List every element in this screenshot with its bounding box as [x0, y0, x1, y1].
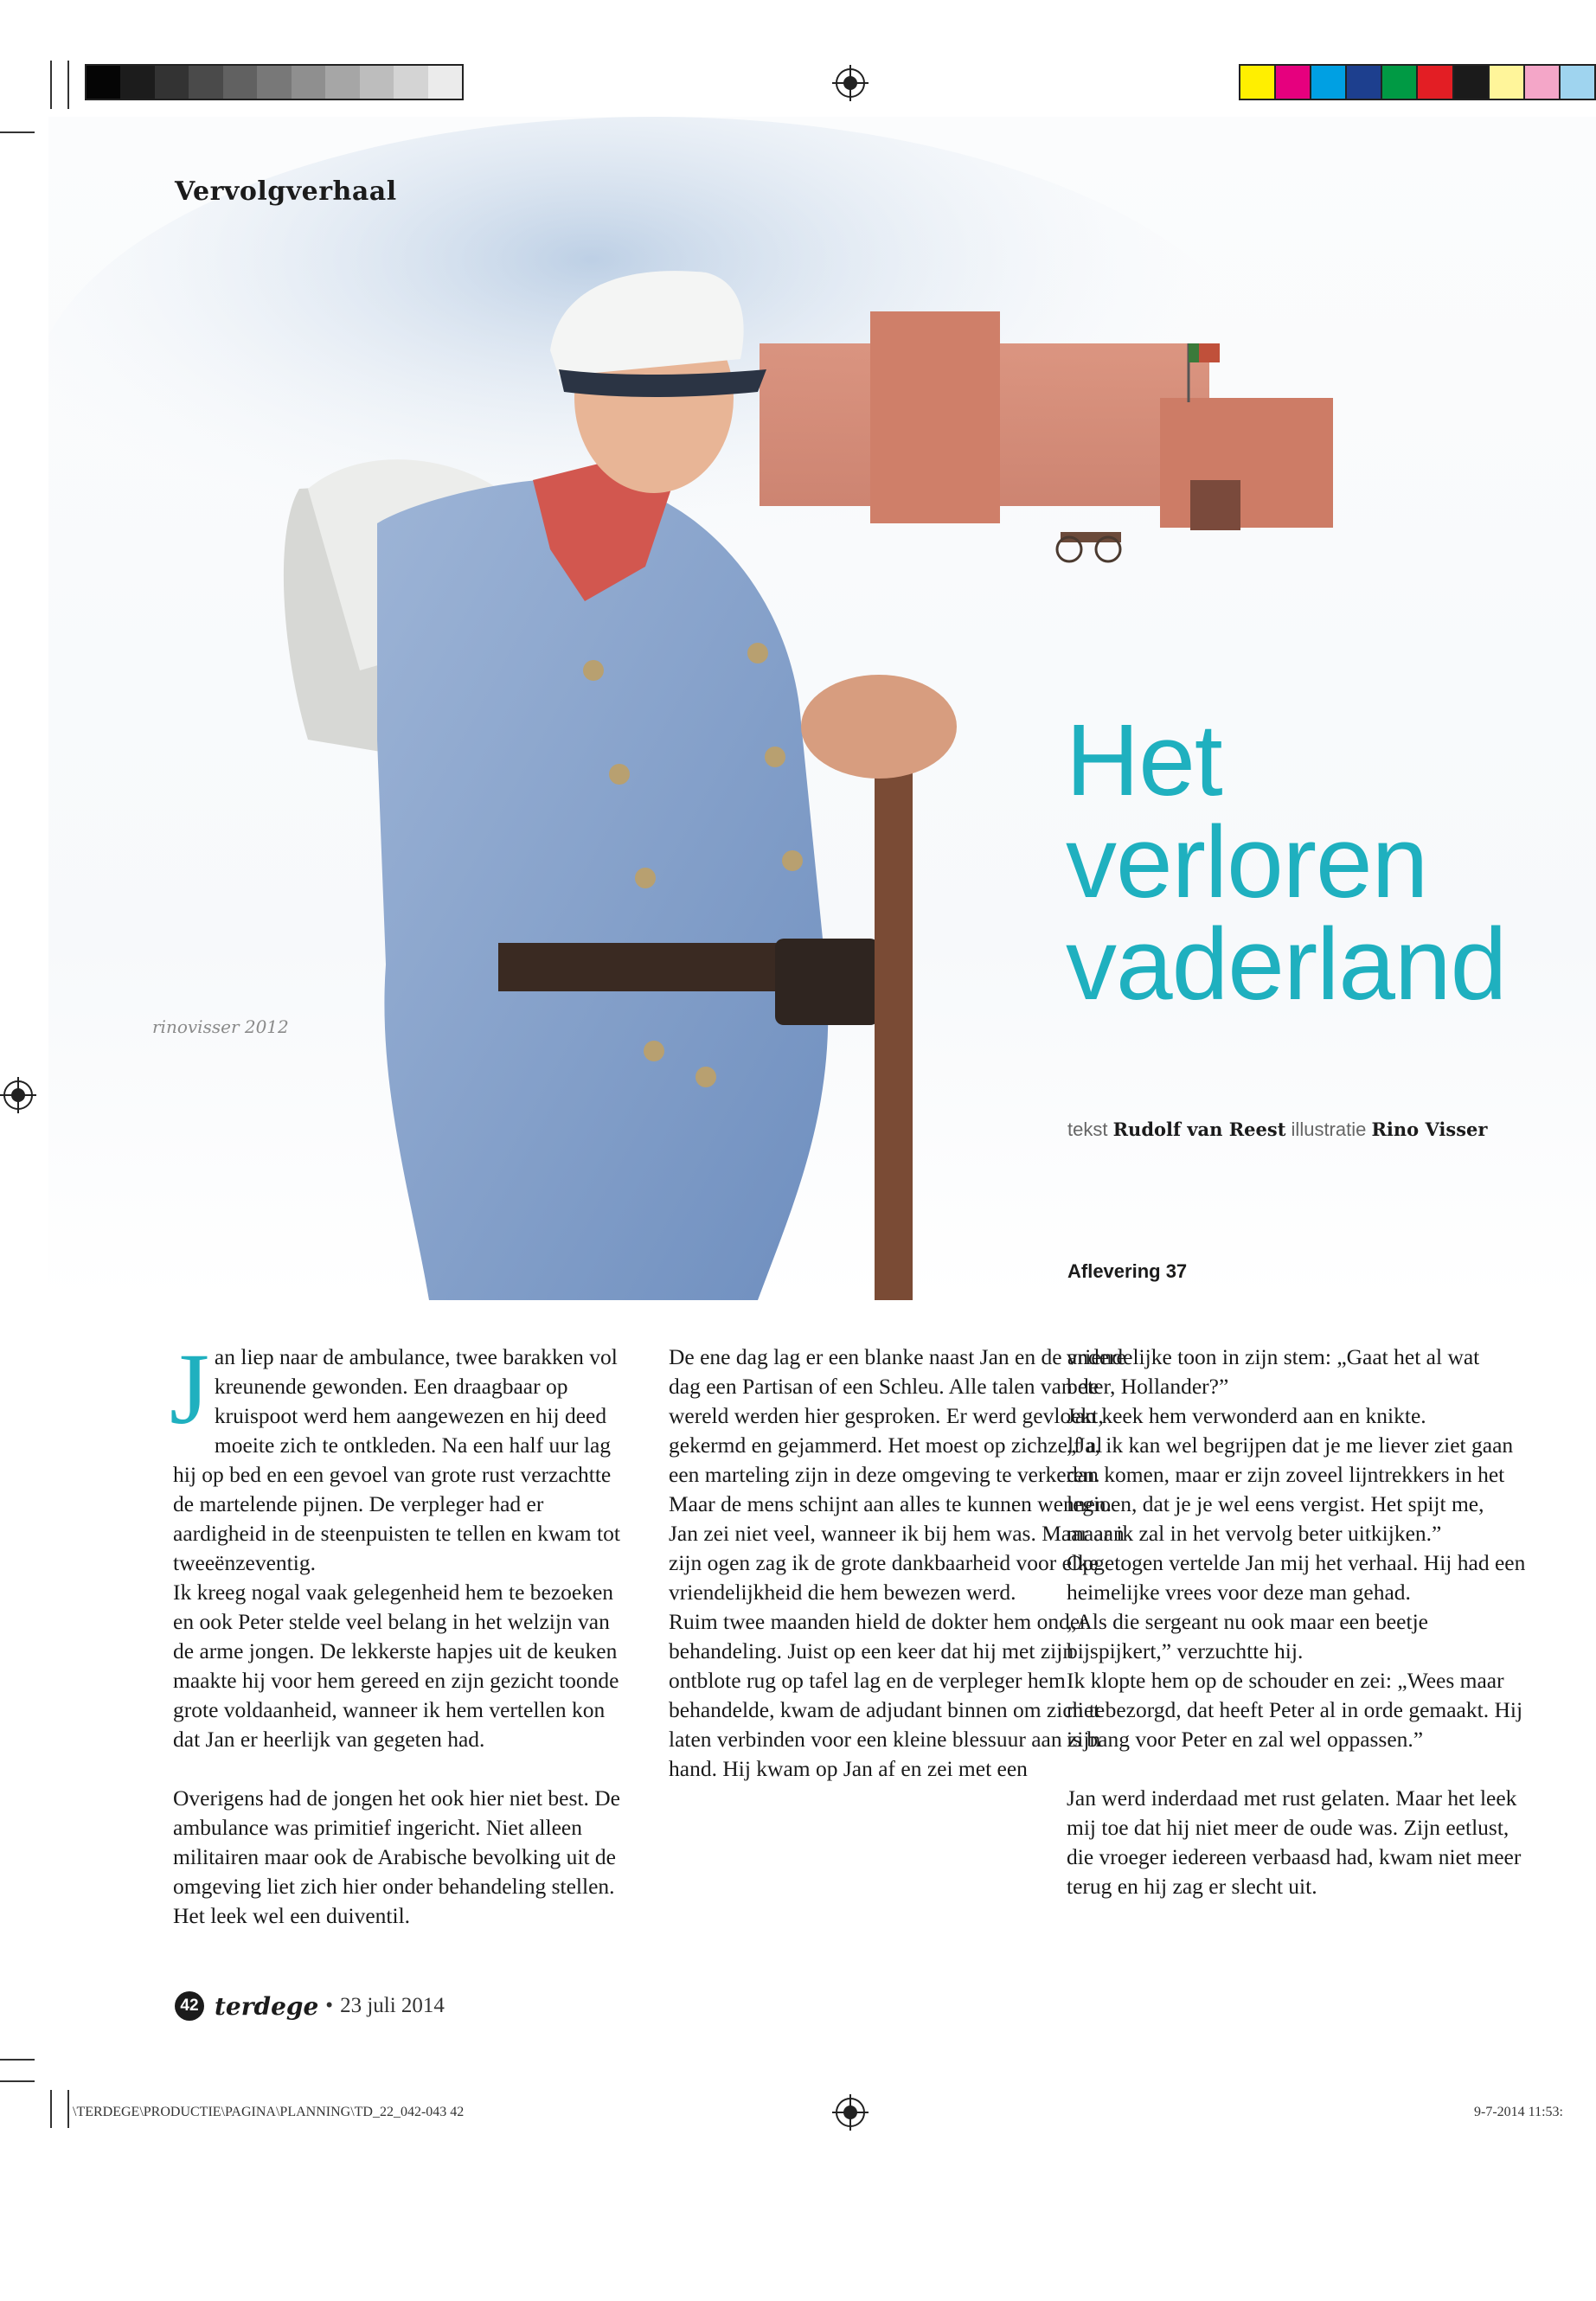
title-line-2: verloren [1066, 805, 1428, 920]
magazine-brand: terdege [215, 1991, 319, 2021]
grayscale-color-bar [85, 64, 464, 100]
title-line-3: vaderland [1066, 907, 1507, 1022]
paragraph: Ik kreeg nogal vaak gelegenheid hem te bezoeken en ook Peter stelde veel belang in het welzijn van de arme jongen. De lekkerste hapjes uit de keuken maakte hij voor hem gereed en zijn gezicht toonde grote voldaanheid, wanneer ik hem vertellen kon dat Jan er heerlijk van gegeten had. [173, 1580, 619, 1752]
paragraph: „Als die sergeant nu ook maar een beetje bijspijkert,” verzuchtte hij. [1067, 1609, 1428, 1663]
paragraph [170, 1332, 636, 1578]
paragraph: Overigens had de jongen het ook hier niet best. De ambulance was primitief ingericht. Niet alleen militairen maar ook de Arabische bevolking uit de omgeving liet zich hier onder behandeling stellen. Het leek wel een duiventil. [173, 1785, 620, 1928]
crop-mark-top-left-h [0, 131, 35, 133]
gray-step-7 [325, 66, 359, 99]
crop-mark-bottom-left-v2 [67, 2090, 69, 2128]
credits-author: Rudolf van Reest [1112, 1118, 1286, 1140]
crop-mark-left-h [0, 2059, 35, 2061]
page-number: 42 [175, 1991, 204, 2021]
article-title [1066, 703, 1507, 1022]
print-slug-path: \TERDEGE\PRODUCTIE\PAGINA\PLANNING\TD_22_042-043 42 [73, 2105, 465, 2119]
color-step-2 [1311, 66, 1347, 99]
footer-bullet: • [325, 1994, 334, 2017]
process-color-bar [1239, 64, 1596, 100]
credits-text-label: tekst [1067, 1118, 1108, 1140]
color-step-5 [1418, 66, 1453, 99]
gray-step-8 [360, 66, 394, 99]
article-column-1 [170, 1332, 636, 1931]
gray-step-1 [120, 66, 154, 99]
section-label: Vervolgverhaal [175, 176, 397, 207]
paragraph: vriendelijke toon in zijn stem: „Gaat het al wat beter, Hollander?” [1067, 1344, 1480, 1399]
gray-step-6 [292, 66, 325, 99]
color-step-7 [1490, 66, 1525, 99]
paragraph: Ik klopte hem op de schouder en zei: „Wees maar niet bezorgd, dat heeft Peter al in orde gemaakt. Hij is bang voor Peter en zal wel oppassen.” [1067, 1668, 1523, 1752]
gray-step-3 [189, 66, 222, 99]
gray-step-10 [428, 66, 462, 99]
crop-mark-top-left-v2 [67, 61, 69, 109]
registration-mark-bottom [836, 2098, 865, 2127]
color-step-9 [1561, 66, 1596, 99]
paragraph: „Ja, ik kan wel begrijpen dat je me liever ziet gaan dan komen, maar er zijn zoveel lijntrekkers in het legioen, dat je je wel eens vergist. Het spijt me, maar ik zal in het vervolg beter uitkijken.” [1067, 1433, 1514, 1546]
gray-step-4 [223, 66, 257, 99]
gray-step-0 [87, 66, 120, 99]
registration-mark-top [836, 68, 865, 98]
color-step-1 [1276, 66, 1311, 99]
drop-cap: J [170, 1332, 209, 1445]
color-step-0 [1240, 66, 1276, 99]
paragraph: Ruim twee maanden hield de dokter hem onder behandeling. Juist op een keer dat hij met zijn ontblote rug op tafel lag en de verpleger hem behandelde, kwam de adjudant binnen om zich te laten verbinden voor een kleine blessuur aan zijn hand. Hij kwam op Jan af en zei met een [669, 1609, 1106, 1781]
registration-mark-left [3, 1080, 33, 1110]
color-step-3 [1347, 66, 1382, 99]
gray-step-5 [257, 66, 291, 99]
print-slug-timestamp: 9-7-2014 11:53: [1474, 2105, 1563, 2119]
paragraph: Jan zei niet veel, wanneer ik bij hem was. Maar aan zijn ogen zag ik de grote dankbaarheid voor elke vriendelijkheid die hem bewezen werd. [669, 1521, 1125, 1605]
page-footer [175, 1991, 445, 2021]
episode-label: Aflevering 37 [1067, 1260, 1188, 1282]
color-step-6 [1454, 66, 1490, 99]
issue-date: 23 juli 2014 [340, 1994, 445, 2017]
color-step-4 [1382, 66, 1418, 99]
paragraph: De ene dag lag er een blanke naast Jan en de andere dag een Partisan of een Schleu. Alle talen van de wereld werden hier gesproken. Er werd gevloekt, gekermd en gejammerd. Het moest op zichzelf al een marteling zijn in deze omgeving te verkeren. Maar de mens schijnt aan alles te kunnen wennen. [669, 1344, 1126, 1516]
paragraph-text: an liep naar de ambulance, twee barakken vol kreunende gewonden. Een draagbaar op kruispoot werd hem aangewezen en hij deed moeite zich te ontkleden. Na een half uur lag hij op bed en een gevoel van grote rust verzachtte de martelende pijnen. De verpleger had er aardigheid in de steenpuisten te tellen en kwam tot tweeënzeventig. [173, 1344, 620, 1575]
article-column-2 [669, 1343, 1131, 1784]
gray-step-2 [155, 66, 189, 99]
artist-signature: rinovisser 2012 [152, 1016, 289, 1037]
crop-mark-bottom-left-h [0, 2080, 35, 2082]
article-column-3 [1067, 1343, 1529, 1901]
title-line-1: Het [1066, 703, 1222, 817]
crop-mark-top-left-v1 [50, 61, 52, 109]
color-step-8 [1525, 66, 1561, 99]
paragraph: Opgetogen vertelde Jan mij het verhaal. Hij had een heimelijke vrees voor deze man gehad. [1067, 1550, 1526, 1605]
paragraph: Jan keek hem verwonderd aan en knikte. [1067, 1403, 1426, 1428]
paragraph: Jan werd inderdaad met rust gelaten. Maar het leek mij toe dat hij niet meer de oude was. Zijn eetlust, die vroeger iedereen verbaasd had, kwam niet meer terug en hij zag er slecht uit. [1067, 1785, 1522, 1899]
credits-illustration-label: illustratie [1291, 1118, 1367, 1140]
crop-mark-bottom-left-v1 [50, 2090, 52, 2128]
credits-illustrator: Rino Visser [1371, 1118, 1488, 1140]
gray-step-9 [394, 66, 427, 99]
article-credits [1067, 1118, 1487, 1141]
